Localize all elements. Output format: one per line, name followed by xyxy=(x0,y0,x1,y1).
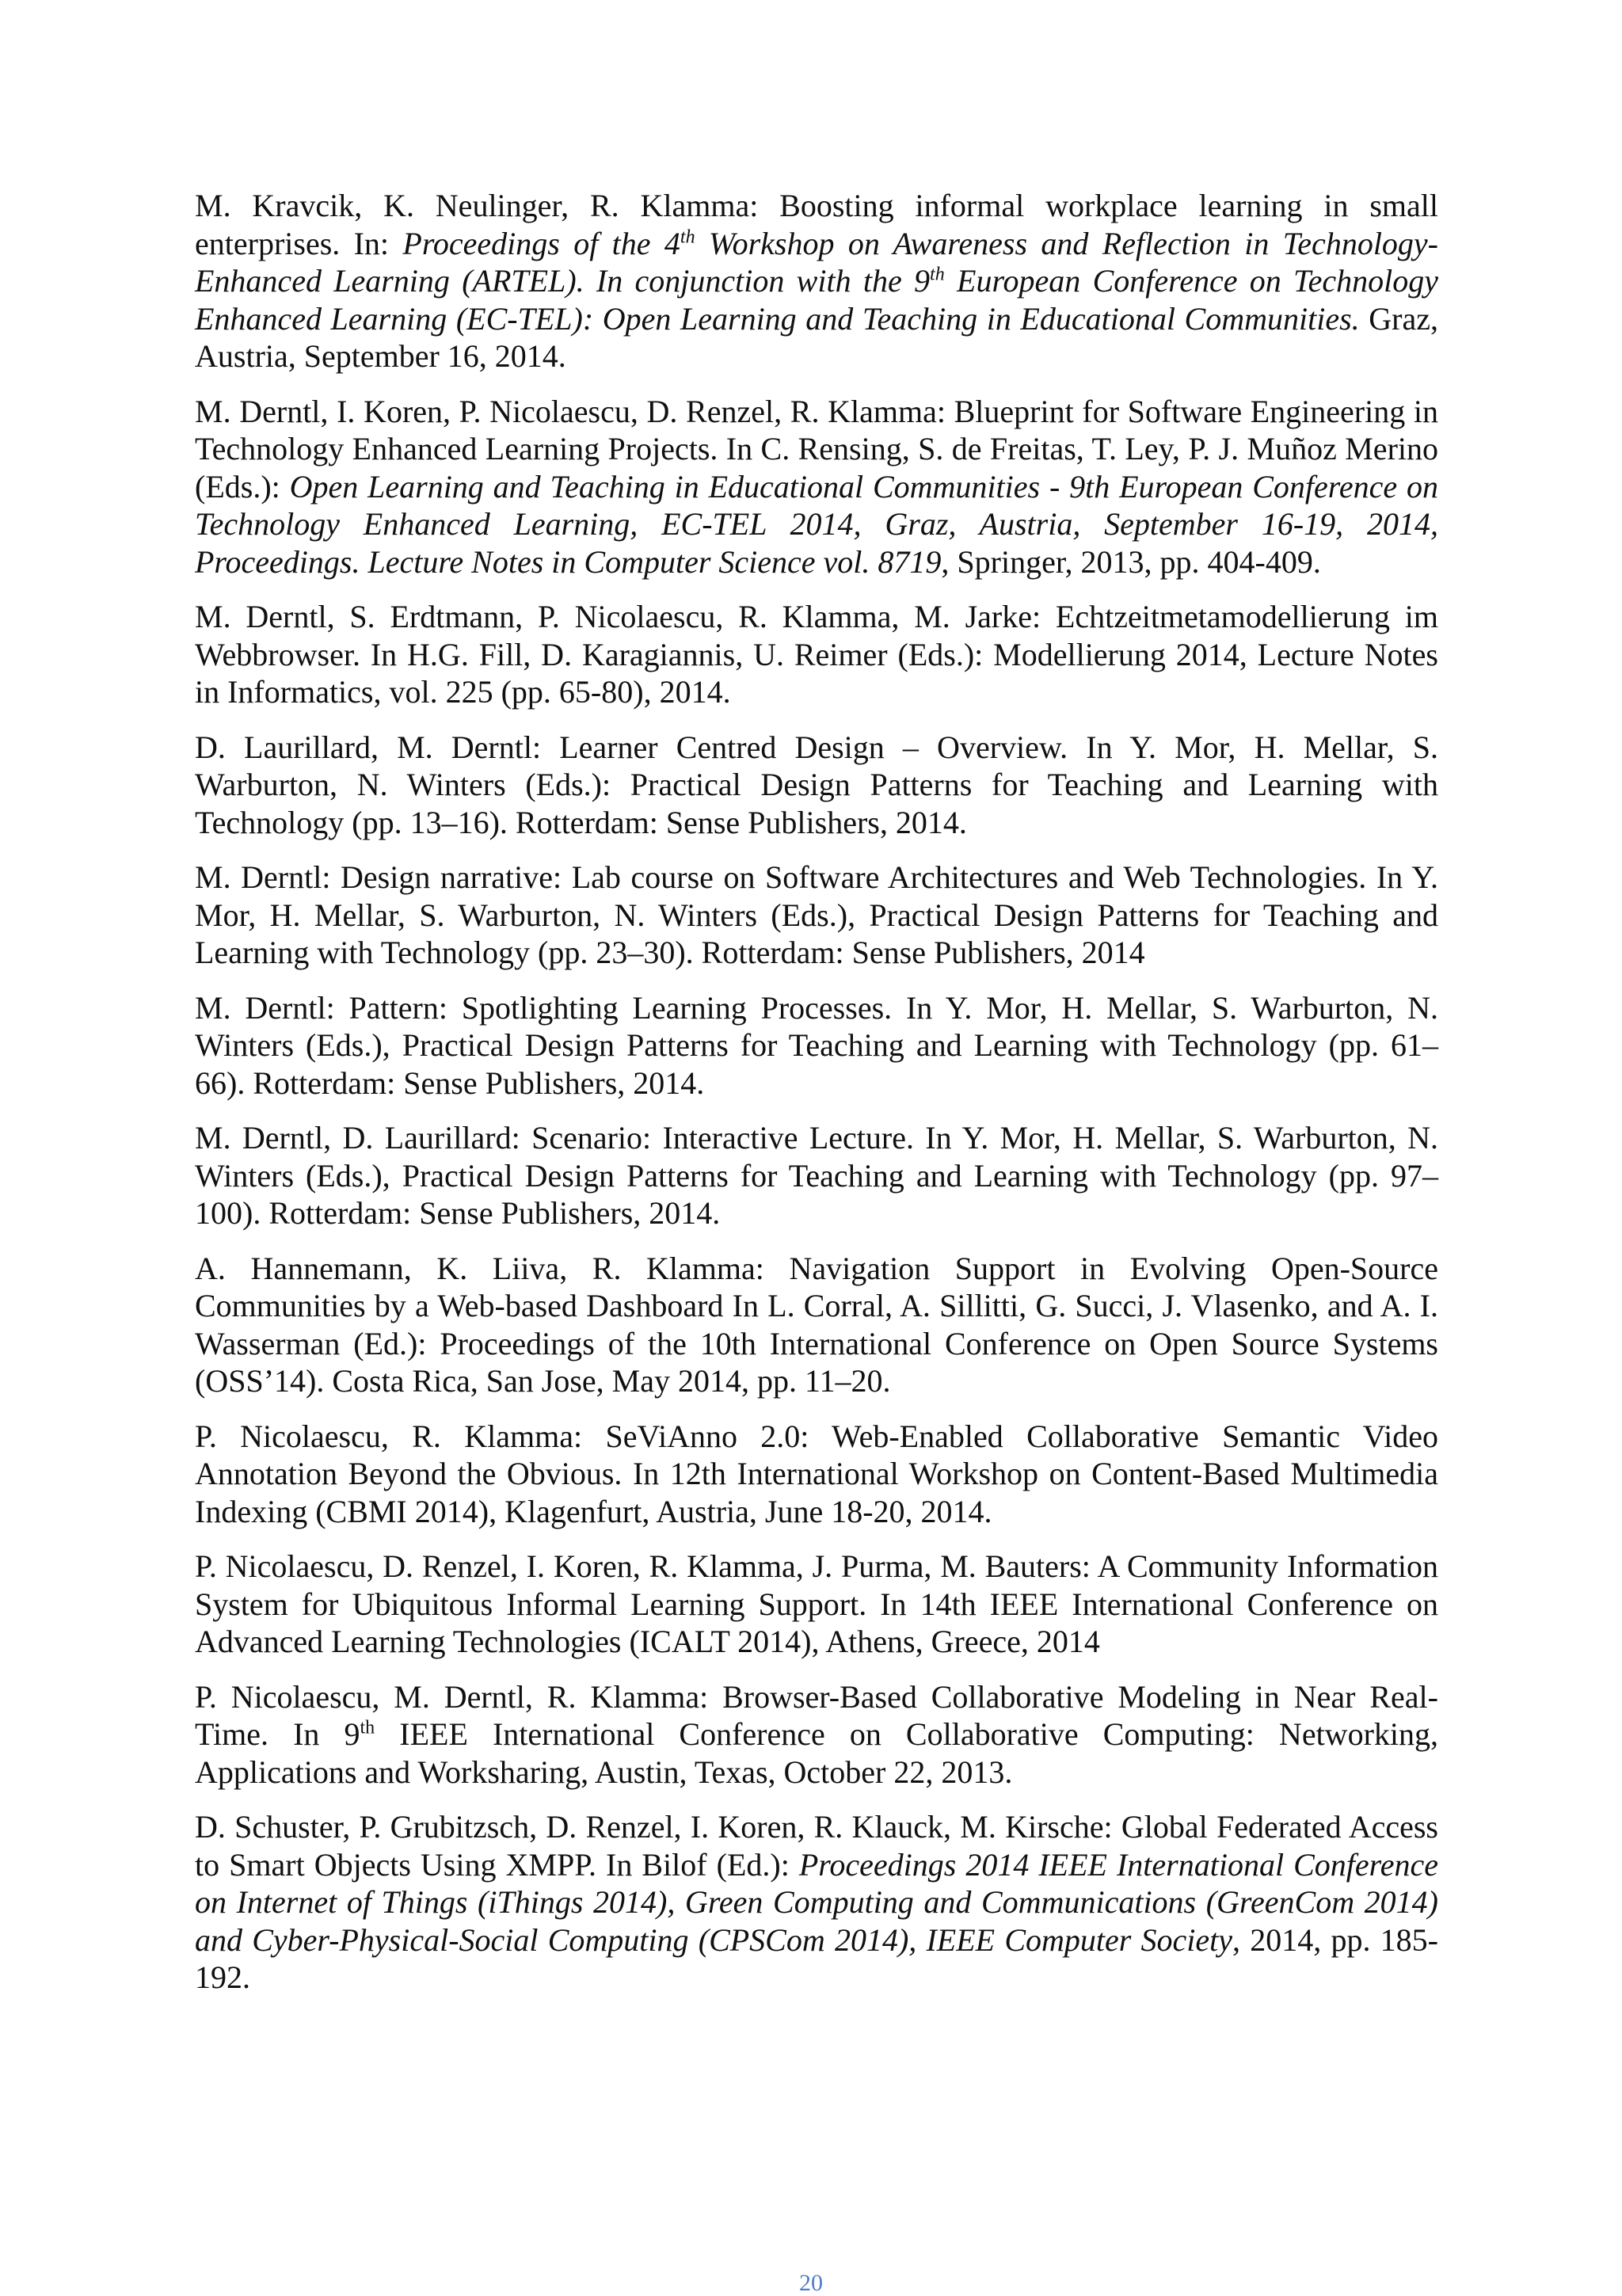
reference-entry xyxy=(195,1418,1438,1531)
reference-entry xyxy=(195,598,1438,711)
reference-italic-text: th xyxy=(680,227,695,248)
reference-text: IEEE International Conference on Collaborative Computing: Networking, Applications and Worksharing, Austin, Texas, October 22, 2013. xyxy=(195,1716,1439,1790)
reference-text: M. Derntl, S. Erdtmann, P. Nicolaescu, R. Klamma, M. Jarke: Echtzeitmetamodellierung im Webbrowser. In H.G. Fill, D. Karagiannis, U. Reimer (Eds.): Modellierung 2014, Lecture Notes in Informatics, vol. 225 (pp. 65-80), 2014. xyxy=(195,599,1438,710)
reference-text: M. Derntl: Design narrative: Lab course on Software Architectures and Web Technologies. In Y. Mor, H. Mellar, S. Warburton, N. Winters (Eds.), Practical Design Patterns for Teaching and Learning with Technology (pp. 23–30). Rotterdam: Sense Publishers, 2014 xyxy=(195,859,1438,970)
reference-entry xyxy=(195,1119,1438,1232)
reference-entry xyxy=(195,1808,1438,1997)
reference-entry xyxy=(195,393,1438,581)
reference-text: D. Laurillard, M. Derntl: Learner Centred Design – Overview. In Y. Mor, H. Mellar, S. Warburton, N. Winters (Eds.): Practical Design Patterns for Teaching and Learning with Technology (pp. 13–16). Rotterdam: Sense Publishers, 2014. xyxy=(195,729,1438,840)
reference-italic-text: Proceedings 2014 IEEE International Conference on Internet of Things (iThings 2014), Green Computing and Communications (GreenCom 2014) and Cyber-Physical-Social Computing (CPSCom 2014), IEEE Computer Society xyxy=(195,1846,1438,1958)
ordinal-superscript xyxy=(930,265,945,285)
reference-entry xyxy=(195,859,1438,972)
reference-list xyxy=(195,187,1438,2014)
reference-text: D. Schuster, P. Grubitzsch, D. Renzel, I. Koren, R. Klauck, M. Kirsche: Global Federated Access to Smart Objects Using XMPP. In Bilof (Ed.): xyxy=(195,1809,1438,1883)
reference-text: M. Derntl: Pattern: Spotlighting Learning Processes. In Y. Mor, H. Mellar, S. Warburton, N. Winters (Eds.), Practical Design Patterns for Teaching and Learning with Technology (pp. 61–66). Rotterdam: Sense Publishers, 2014. xyxy=(195,989,1438,1101)
ordinal-superscript: th xyxy=(360,1717,375,1738)
reference-text: P. Nicolaescu, M. Derntl, R. Klamma: Browser-Based Collaborative Modeling in Near Real-Time. In 9 xyxy=(195,1678,1438,1752)
reference-italic-text: Open Learning and Teaching in Educational Communities - 9th European Conference on Technology Enhanced Learning, EC-TEL 2014, Graz, Austria, September 16-19, 2014, Proceedings. Lecture Notes in Computer Science vol. 8719 xyxy=(195,468,1438,580)
reference-text: Graz, Austria, September 16, 2014. xyxy=(195,300,1438,374)
reference-italic-text: th xyxy=(930,264,945,285)
reference-entry xyxy=(195,187,1438,375)
page-number: 20 xyxy=(799,2270,823,2296)
reference-text: P. Nicolaescu, R. Klamma: SeViAnno 2.0: Web-Enabled Collaborative Semantic Video Annotation Beyond the Obvious. In 12th International Workshop on Content-Based Multimedia Indexing (CBMI 2014), Klagenfurt, Austria, June 18-20, 2014. xyxy=(195,1418,1438,1529)
reference-text: M. Derntl, D. Laurillard: Scenario: Interactive Lecture. In Y. Mor, H. Mellar, S. Warburton, N. Winters (Eds.), Practical Design Patterns for Teaching and Learning with Technology (pp. 97–100). Rotterdam: Sense Publishers, 2014. xyxy=(195,1120,1438,1231)
reference-entry xyxy=(195,989,1438,1102)
reference-text: A. Hannemann, K. Liiva, R. Klamma: Navigation Support in Evolving Open-Source Communities by a Web-based Dashboard In L. Corral, A. Sillitti, G. Succi, J. Vlasenko, and A. I. Wasserman (Ed.): Proceedings of the 10th International Conference on Open Source Systems (OSS’14). Costa Rica, San Jose, May 2014, pp. 11–20. xyxy=(195,1250,1438,1399)
reference-text: , 2014, pp. 185-192. xyxy=(195,1921,1438,1995)
reference-italic-text: European Conference on Technology Enhanced Learning (EC-TEL): Open Learning and Teaching in Educational Communities. xyxy=(195,263,1438,337)
reference-entry xyxy=(195,729,1438,842)
reference-italic-text: Proceedings of the 4 xyxy=(402,225,680,261)
reference-italic-text: Workshop on Awareness and Reflection in Technology-Enhanced Learning (ARTEL). In conjunction with the 9 xyxy=(195,225,1439,299)
reference-text: P. Nicolaescu, D. Renzel, I. Koren, R. Klamma, J. Purma, M. Bauters: A Community Information System for Ubiquitous Informal Learning Support. In 14th IEEE International Conference on Advanced Learning Technologies (ICALT 2014), Athens, Greece, 2014 xyxy=(195,1548,1438,1659)
reference-entry xyxy=(195,1678,1438,1791)
reference-entry xyxy=(195,1250,1438,1400)
reference-text: M. Derntl, I. Koren, P. Nicolaescu, D. Renzel, R. Klamma: Blueprint for Software Engineering in Technology Enhanced Learning Projects. In C. Rensing, S. de Freitas, T. Ley, P. J. Muñoz Merino (Eds.): xyxy=(195,393,1438,505)
reference-entry xyxy=(195,1548,1438,1661)
ordinal-superscript xyxy=(680,227,695,247)
reference-text: M. Kravcik, K. Neulinger, R. Klamma: Boosting informal workplace learning in small enterprises. In: xyxy=(195,188,1438,261)
reference-text: , Springer, 2013, pp. 404-409. xyxy=(941,543,1321,580)
